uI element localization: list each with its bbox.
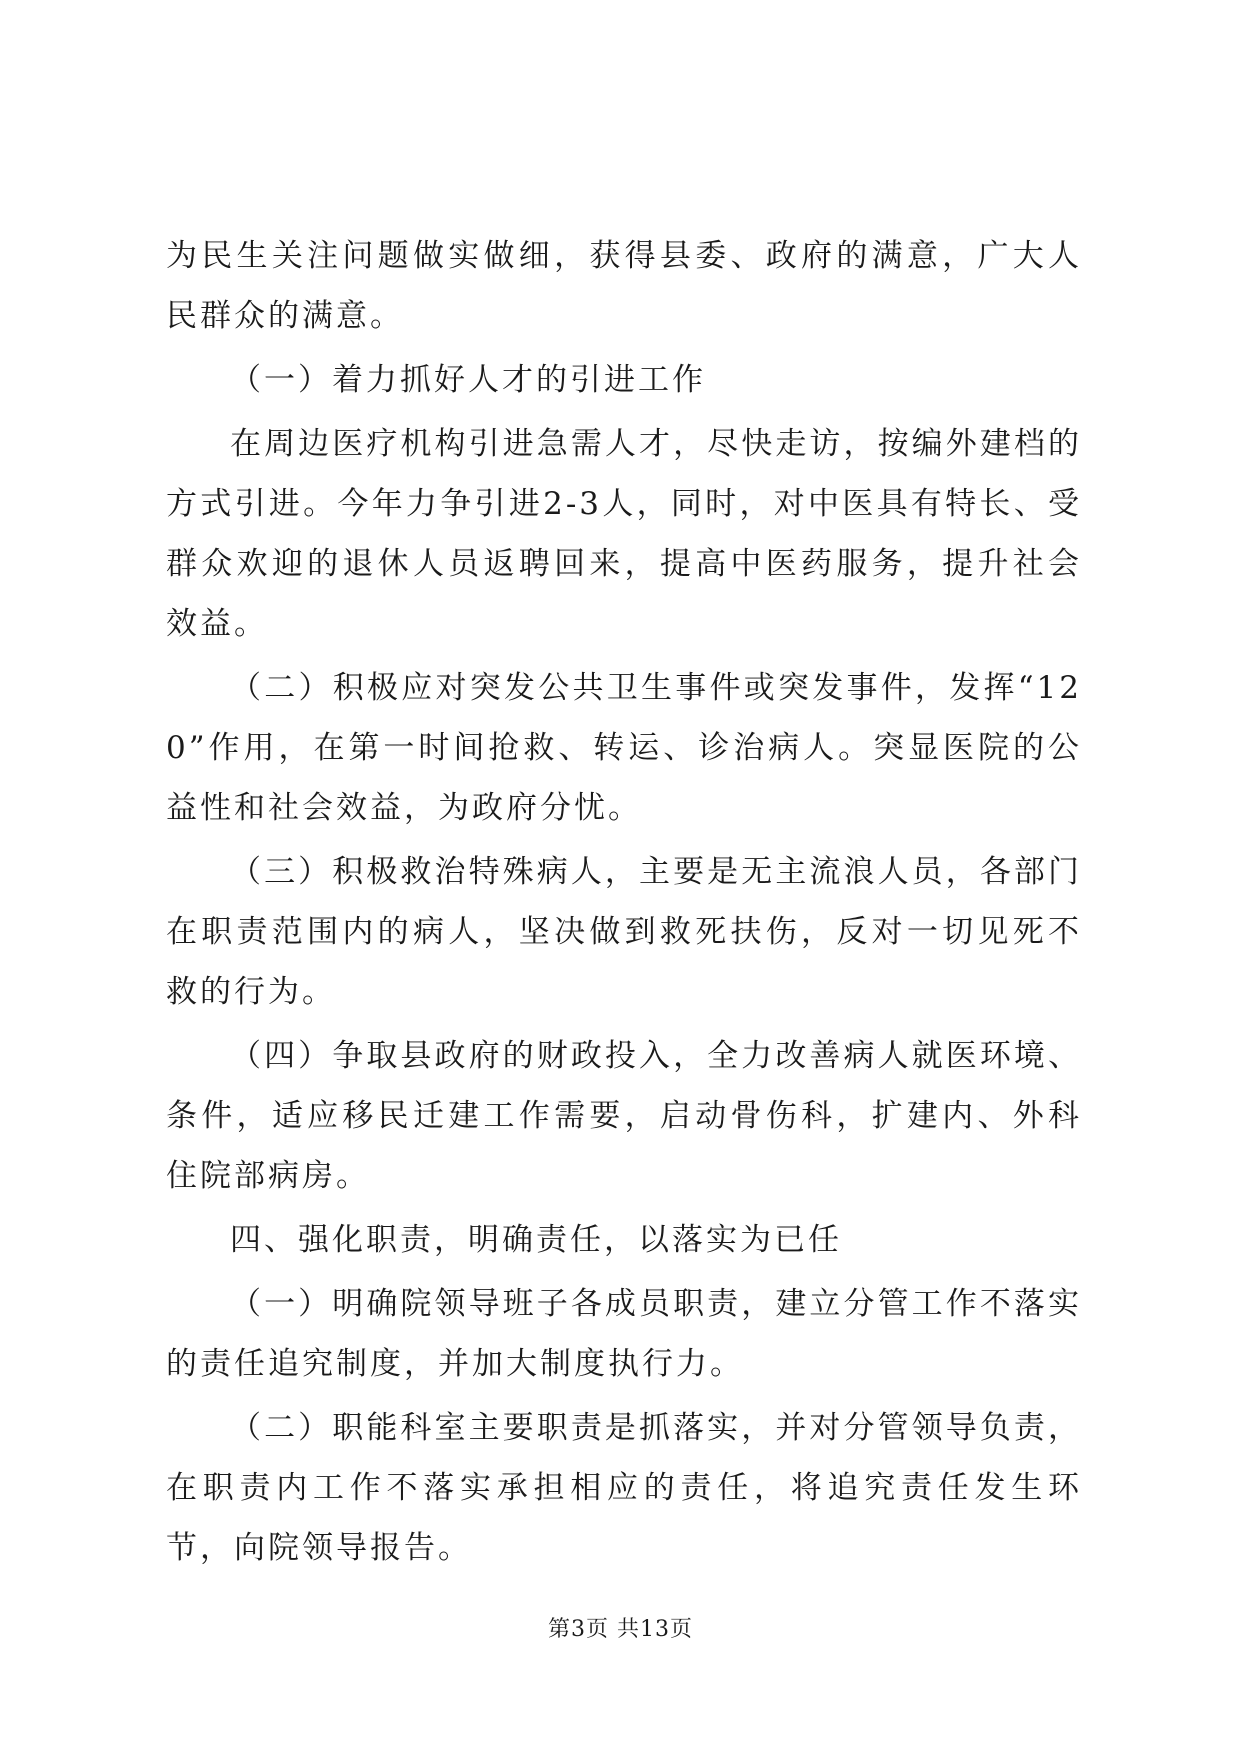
paragraph-9: （二）职能科室主要职责是抓落实，并对分管领导负责，在职责内工作不落实承担相应的责任，将追究责任发生环节，向院领导报告。 [166, 1410, 1082, 1566]
paragraph-4: （二）积极应对突发公共卫生事件或突发事件，发挥“120”作用，在第一时间抢救、转运、诊治病人。突显医院的公益性和社会效益，为政府分忧。 [166, 670, 1082, 826]
paragraph-5: （三）积极救治特殊病人，主要是无主流浪人员，各部门在职责范围内的病人，坚决做到救死扶伤，反对一切见死不救的行为。 [166, 854, 1082, 1010]
paragraph-2-heading: （一）着力抓好人才的引进工作 [230, 362, 706, 398]
paragraph-8: （一）明确院领导班子各成员职责，建立分管工作不落实的责任追究制度，并加大制度执行力。 [166, 1286, 1082, 1382]
page-number-footer: 第3页 共13页 [548, 1617, 693, 1642]
section-heading: 四、强化职责，明确责任，以落实为已任 [230, 1222, 842, 1258]
document-body [166, 226, 1082, 1582]
paragraph-1: 为民生关注问题做实做细，获得县委、政府的满意，广大人民群众的满意。 [166, 238, 1082, 334]
paragraph-6: （四）争取县政府的财政投入，全力改善病人就医环境、条件，适应移民迁建工作需要，启动骨伤科，扩建内、外科住院部病房。 [166, 1038, 1082, 1194]
paragraph-3: 在周边医疗机构引进急需人才，尽快走访，按编外建档的方式引进。今年力争引进2-3人，同时，对中医具有特长、受群众欢迎的退休人员返聘回来，提高中医药服务，提升社会效益。 [166, 426, 1082, 642]
